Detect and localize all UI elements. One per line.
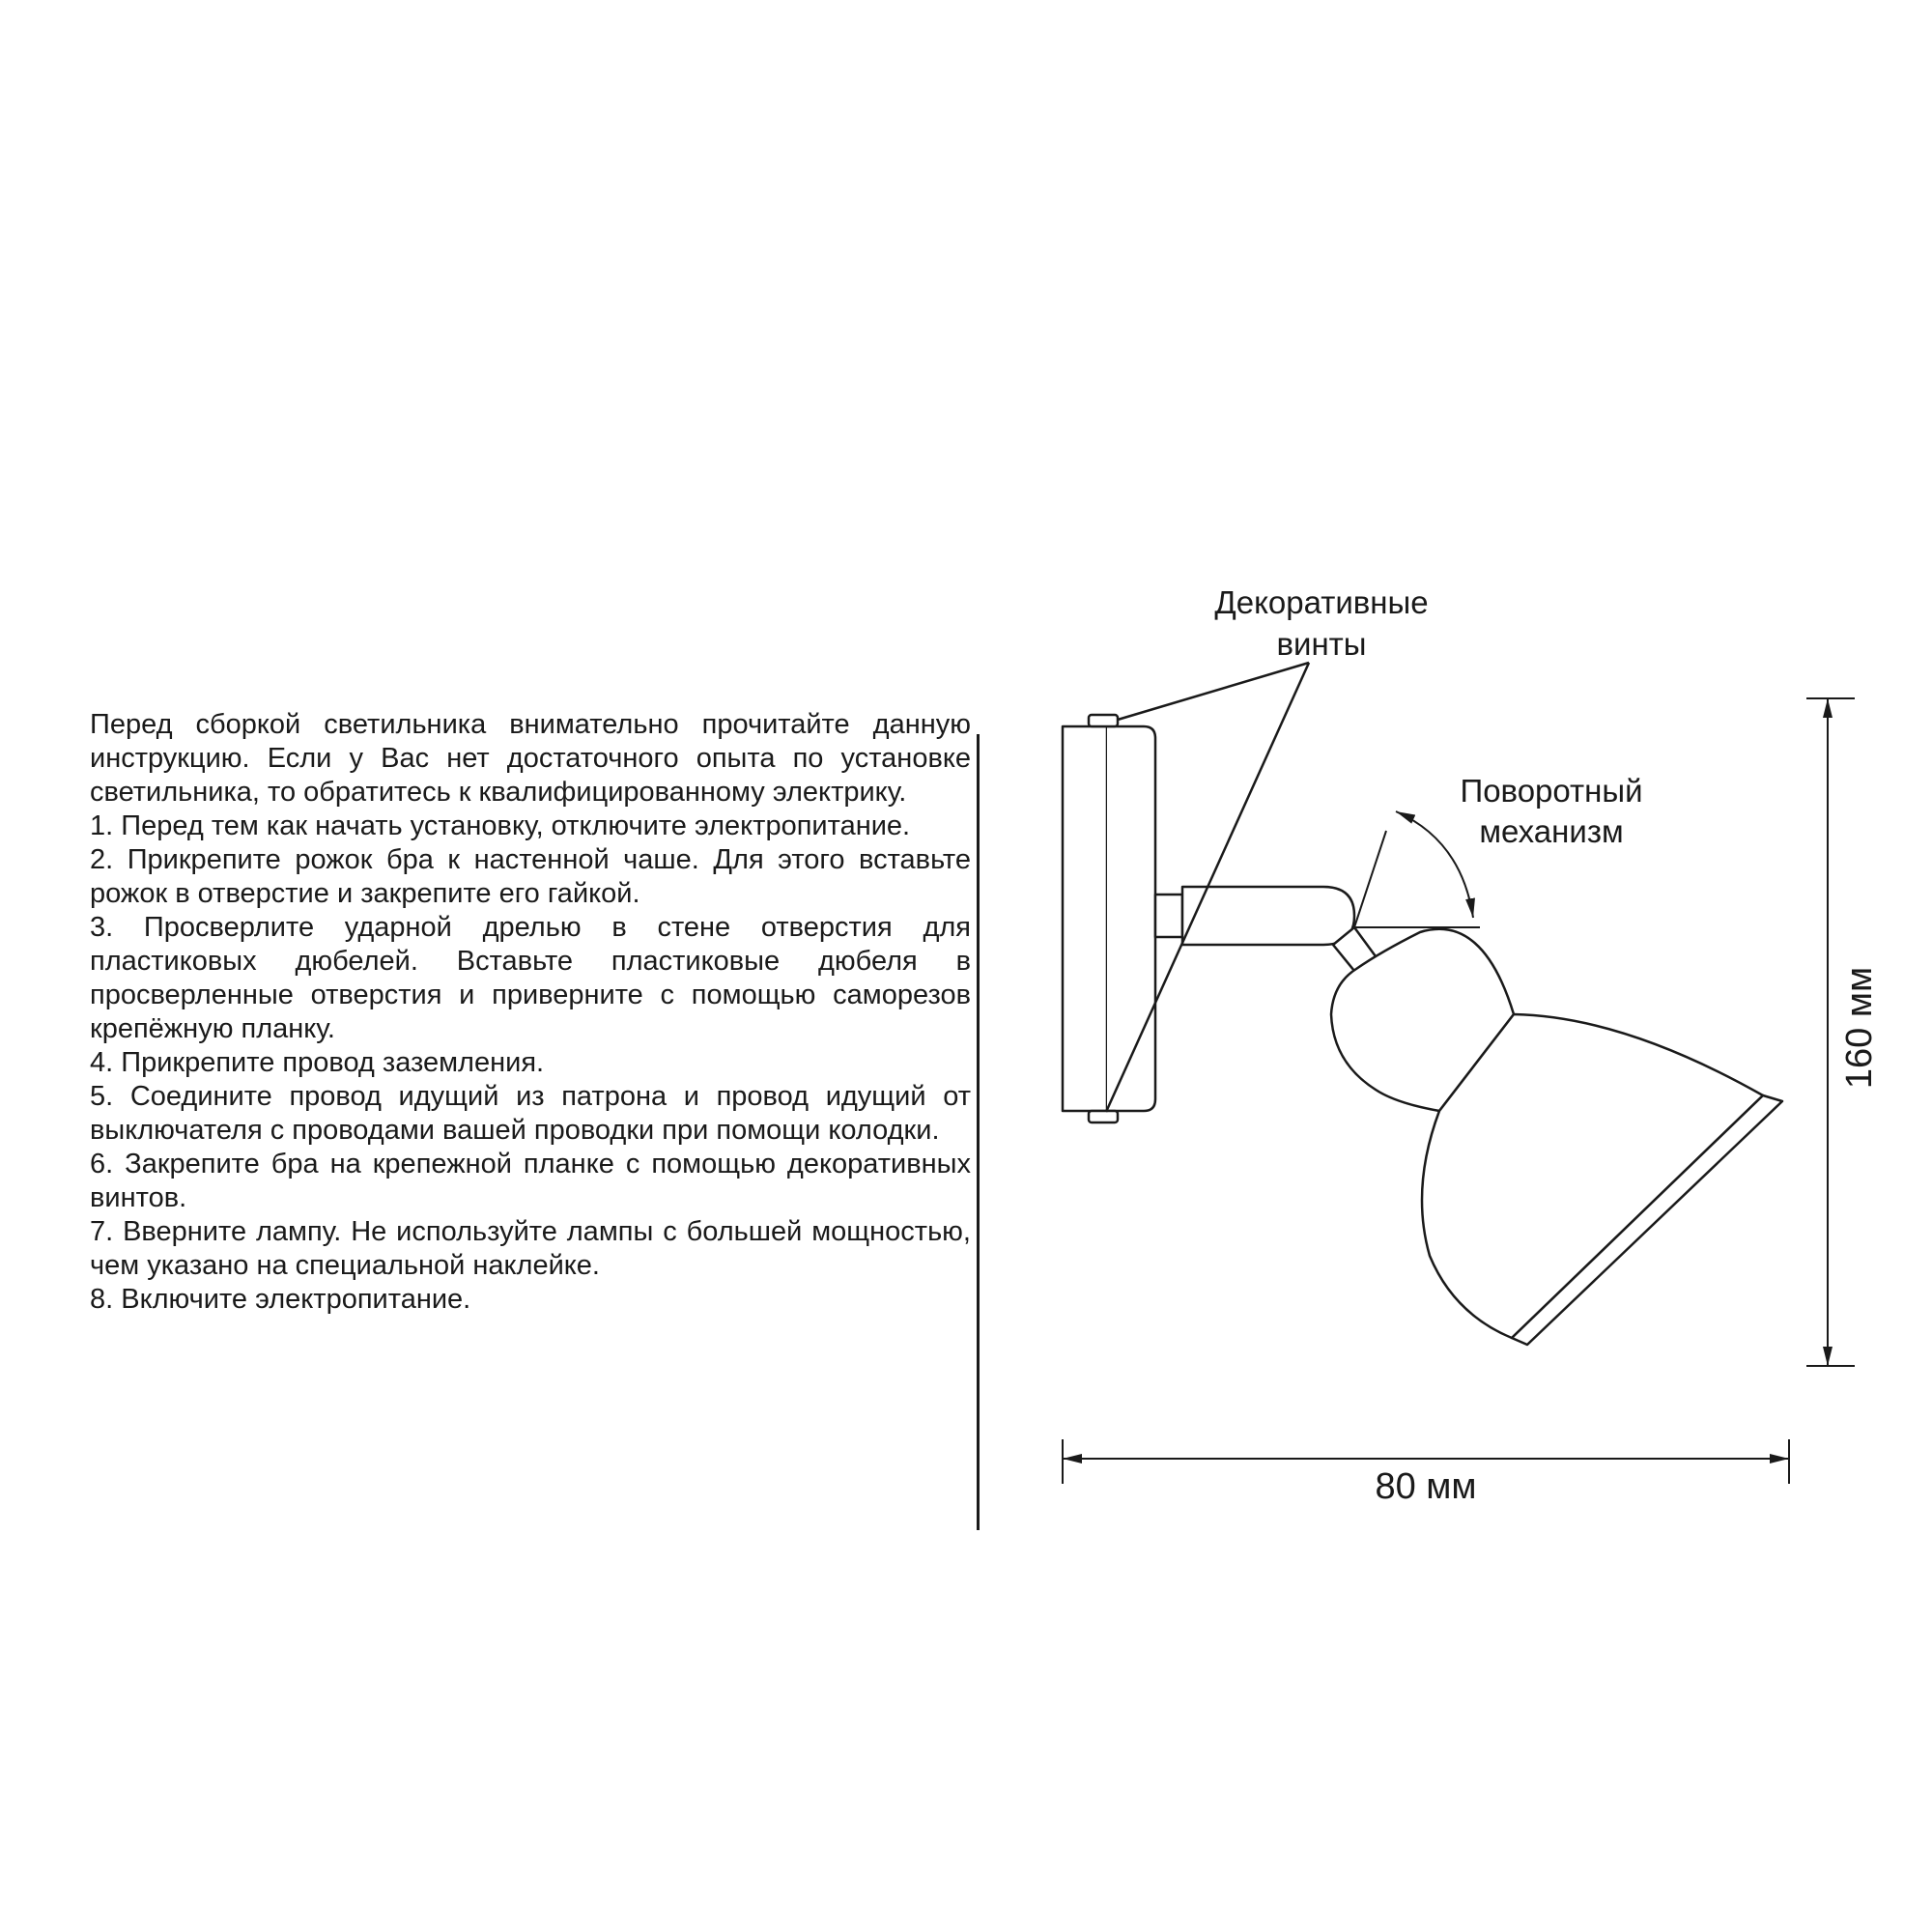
- instruction-step-4: 4. Прикрепите провод заземления.: [90, 1047, 545, 1078]
- instruction-step-2: 2. Прикрепите рожок бра к настенной чаше. Для этого вставьте рожок в отверстие и закрепите его гайкой.: [90, 844, 971, 909]
- label-swivel-line1: Поворотный: [1460, 773, 1643, 809]
- instruction-step-5: 5. Соедините провод идущий из патрона и провод идущий от выключателя с проводами вашей проводки при помощи колодки.: [90, 1081, 971, 1146]
- swivel-angle-indicator: [1354, 811, 1480, 927]
- arm-tube: [1182, 887, 1354, 945]
- label-swivel-line2: механизм: [1479, 813, 1624, 849]
- swivel-arc: [1396, 811, 1473, 918]
- screw-bottom: [1089, 1111, 1118, 1122]
- instruction-step-7: 7. Вверните лампу. Не используйте лампы с большей мощностью, чем указано на специальной наклейке.: [90, 1216, 971, 1281]
- arm-neck: [1155, 895, 1182, 937]
- wall-plate-front: [1063, 726, 1107, 1111]
- instruction-step-6: 6. Закрепите бра на крепежной планке с помощью декоративных винтов.: [90, 1149, 971, 1213]
- screw-top: [1089, 715, 1118, 726]
- wall-plate: [1063, 726, 1155, 1111]
- label-screws-line2: винты: [1276, 626, 1367, 662]
- lamp-shade: [1331, 929, 1782, 1345]
- instructions-intro: Перед сборкой светильника внимательно прочитайте данную инструкцию. Если у Вас нет достаточного опыта по установке светильника, то обратитесь к квалифицированному электрику.: [90, 709, 971, 808]
- wall-plate-side: [1107, 726, 1155, 1111]
- label-height: 160 мм: [1839, 966, 1880, 1090]
- label-screws-line1: Декоративные: [1214, 584, 1429, 620]
- label-width: 80 мм: [1375, 1466, 1477, 1507]
- instruction-step-1: 1. Перед тем как начать установку, отключите электропитание.: [90, 810, 911, 841]
- instruction-step-8: 8. Включите электропитание.: [90, 1284, 471, 1315]
- instruction-step-3: 3. Просверлите ударной дрелью в стене отверстия для пластиковых дюбелей. Вставьте пластиковые дюбеля в просверленные отверстия и приверните с помощью саморезов крепёжную планку.: [90, 912, 971, 1044]
